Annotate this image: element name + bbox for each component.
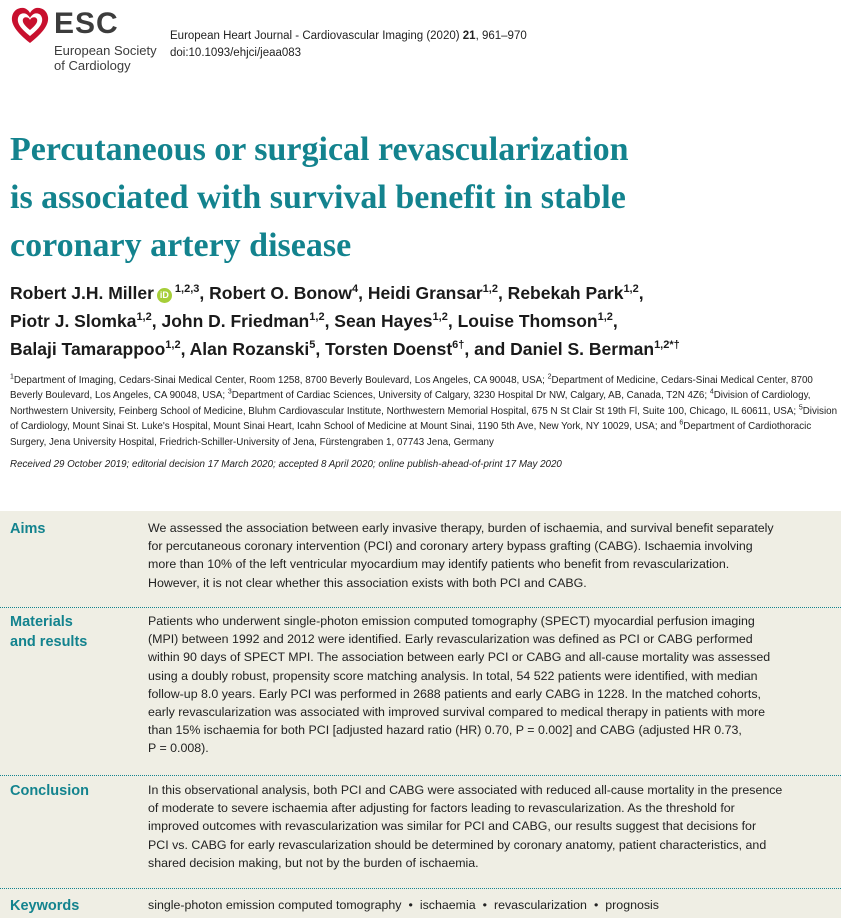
author-affil-sup: 5 [309, 339, 316, 352]
text-line: (MPI) between 1992 and 2012 were identified. Early revascularization was defined as PCI or CABG performed [148, 632, 753, 647]
affiliation-text: Division of Cardiology, Mount Sinai St. Luke's Hospital, Mount Sinai Heart, Icahn School of Medicine at Mount Sinai, 1190 5th Ave, New York, NY 10029, USA; and [10, 405, 838, 433]
text-line: In this observational analysis, both PCI and CABG were associated with reduced all-cause mortality in the presence [148, 783, 783, 797]
author-affil-sup: 1,2 [432, 311, 448, 324]
text-line: shared decision making, but not by the burden of ischaemia. [148, 855, 479, 870]
logo-society-text [54, 43, 157, 73]
text-line: follow-up 8.0 years. Early PCI was performed in 2688 patients and early CABG in 1228. In the matched cohorts, [148, 686, 761, 701]
author-name[interactable]: Piotr J. Slomka [10, 311, 137, 331]
author-affil-sup: 1,2 [623, 283, 639, 296]
section-text-conclusion [148, 781, 841, 872]
author-name[interactable]: , Sean Hayes [324, 311, 433, 331]
section-text-materials [148, 612, 841, 758]
section-text-aims [148, 519, 841, 592]
keyword-separator: • [482, 898, 487, 912]
author-affil-sup: 1,2*† [654, 339, 680, 352]
affiliation-text: Department of Cardiac Sciences, University of Calgary, 3230 Hospital Dr NW, Calgary, AB, Canada, T2N 4Z6; [231, 390, 710, 402]
keyword[interactable]: ischaemia [419, 898, 476, 912]
author-affil-sup: 1,2 [136, 311, 152, 324]
author-name[interactable]: , and Daniel S. Berman [464, 339, 655, 359]
author-affil-sup: 4 [352, 283, 359, 296]
logo-society-line2: of Cardiology [54, 58, 131, 73]
abstract-section-keywords [0, 896, 841, 918]
author-separator: , [612, 311, 618, 331]
label-line: Materials [10, 614, 73, 630]
esc-logo[interactable] [10, 6, 160, 76]
abstract-section-materials [0, 612, 841, 772]
orcid-icon[interactable]: iD [157, 288, 172, 303]
keyword[interactable]: single-photon emission computed tomography [148, 898, 402, 912]
section-label-materials [10, 612, 130, 652]
text-line: PCI vs. CABG for early revascularization should be determined by coronary anatomy, patient characteristics, and [148, 837, 767, 852]
text-line: than 15% ischaemia for both PCI [adjusted hazard ratio (HR) 0.70, P = 0.002] and CABG (adjusted HR 0.73, [148, 723, 742, 738]
author-affil-sup: 1,2 [597, 311, 613, 324]
author-affil-sup: 1,2 [482, 283, 498, 296]
doi-link[interactable]: doi:10.1093/ehjci/jeaa083 [170, 47, 302, 59]
section-label-aims: Aims [10, 521, 46, 537]
author-name[interactable]: , Alan Rozanski [180, 339, 310, 359]
section-label-keywords: Keywords [10, 898, 80, 914]
author-affil-sup: 1,2,3 [174, 283, 200, 296]
label-line: and results [10, 634, 88, 650]
section-divider [0, 888, 841, 889]
keyword-list [148, 896, 841, 914]
author-name[interactable]: , Rebekah Park [497, 283, 624, 303]
logo-society-line1: European Society [54, 43, 157, 58]
text-line: improved outcomes with revascularization was similar for PCI and CABG, our results suggest that decisions for [148, 819, 757, 834]
keyword[interactable]: prognosis [605, 898, 660, 912]
section-label-conclusion: Conclusion [10, 783, 89, 799]
title-line-1: Percutaneous or surgical revascularization [10, 131, 629, 168]
section-divider [0, 607, 841, 608]
affiliation-text: Department of Medicine, Cedars-Sinai Medical Center, 8700 Beverly Boulevard, Los Angeles, CA 90048, USA; [10, 375, 813, 402]
text-line: P = 0.008). [148, 741, 209, 756]
text-line: early revascularization was associated with improved survival compared to medical therapy in patients with more [148, 705, 766, 720]
journal-citation [170, 28, 527, 62]
author-name[interactable]: , Robert O. Bonow [199, 283, 353, 303]
title-line-3: coronary artery disease [10, 227, 352, 264]
affiliations [10, 373, 840, 450]
affil-sup: 4 [709, 389, 714, 397]
text-line: for percutaneous coronary intervention (PCI) and coronary artery bypass grafting (CABG). Ischaemia involving [148, 539, 753, 554]
author-separator: , [638, 283, 644, 303]
keyword[interactable]: revascularization [493, 898, 587, 912]
author-affil-sup: 6† [452, 339, 465, 352]
journal-volume: 21 [462, 30, 476, 42]
journal-name: European Heart Journal - Cardiovascular Imaging (2020) [170, 30, 460, 42]
journal-pages: , 961–970 [475, 30, 527, 42]
author-list [10, 279, 840, 363]
article-title [10, 126, 810, 270]
affil-sup: 5 [798, 404, 803, 412]
received-dates: Received 29 October 2019; editorial decision 17 March 2020; accepted 8 April 2020; online publish-ahead-of-print 17 May 2020 [10, 459, 562, 470]
author-name[interactable]: , Heidi Gransar [358, 283, 483, 303]
author-affil-sup: 1,2 [309, 311, 325, 324]
text-line: more than 10% of the left ventricular myocardium may identify patients who benefit from revascularization. [148, 557, 730, 572]
text-line: However, it is not clear whether this association exists with both PCI and CABG. [148, 575, 587, 590]
affiliation-text: Department of Cardiothoracic Surgery, Jena University Hospital, Friedrich-Schiller-University of Jena, Fürstengraben 1, 07743 Jena, Germany [10, 421, 812, 448]
affiliation-text: Department of Imaging, Cedars-Sinai Medical Center, Room 1258, 8700 Beverly Boulevard, Los Angeles, CA 90048, USA; [13, 375, 548, 386]
abstract-section-conclusion [0, 781, 841, 881]
text-line: Patients who underwent single-photon emission computed tomography (SPECT) myocardial perfusion imaging [148, 614, 755, 628]
author-name[interactable]: Robert J.H. Miller [10, 283, 154, 303]
logo-esc-text: ESC [54, 7, 119, 40]
author-name[interactable]: , Torsten Doenst [315, 339, 453, 359]
structured-abstract [0, 511, 841, 918]
journal-header [10, 6, 830, 76]
text-line: of moderate to severe ischaemia after adjusting for factors leading to revascularization. As the threshold for [148, 801, 735, 816]
affil-sup: 3 [227, 389, 232, 397]
affil-sup: 2 [547, 373, 552, 381]
affiliation-text: Division of Cardiology, Northwestern University, Feinberg School of Medicine, Bluhm Cardiovascular Institute, Northwestern Memorial Hospital, 675 N St Clair St 19th Fl, Suite 100, Chicago, IL 60611, USA; [10, 390, 811, 417]
author-affil-sup: 1,2 [165, 339, 181, 352]
abstract-section-aims [0, 519, 841, 615]
author-name[interactable]: Balaji Tamarappoo [10, 339, 166, 359]
author-name[interactable]: , John D. Friedman [151, 311, 310, 331]
section-divider [0, 775, 841, 776]
title-line-2: is associated with survival benefit in stable [10, 179, 626, 216]
text-line: using a doubly robust, propensity score matching analysis. In total, 54 522 patients were identified, with median [148, 668, 758, 683]
affil-sup: 1 [10, 373, 14, 381]
text-line: within 90 days of SPECT MPI. The association between early PCI or CABG and all-cause mortality was assessed [148, 650, 771, 665]
text-line: We assessed the association between early invasive therapy, burden of ischaemia, and survival benefit separately [148, 521, 774, 535]
author-name[interactable]: , Louise Thomson [447, 311, 598, 331]
heart-logo-icon [10, 6, 50, 46]
keyword-separator: • [593, 898, 599, 912]
keyword-separator: • [408, 898, 413, 912]
affil-sup: 6 [679, 419, 684, 427]
